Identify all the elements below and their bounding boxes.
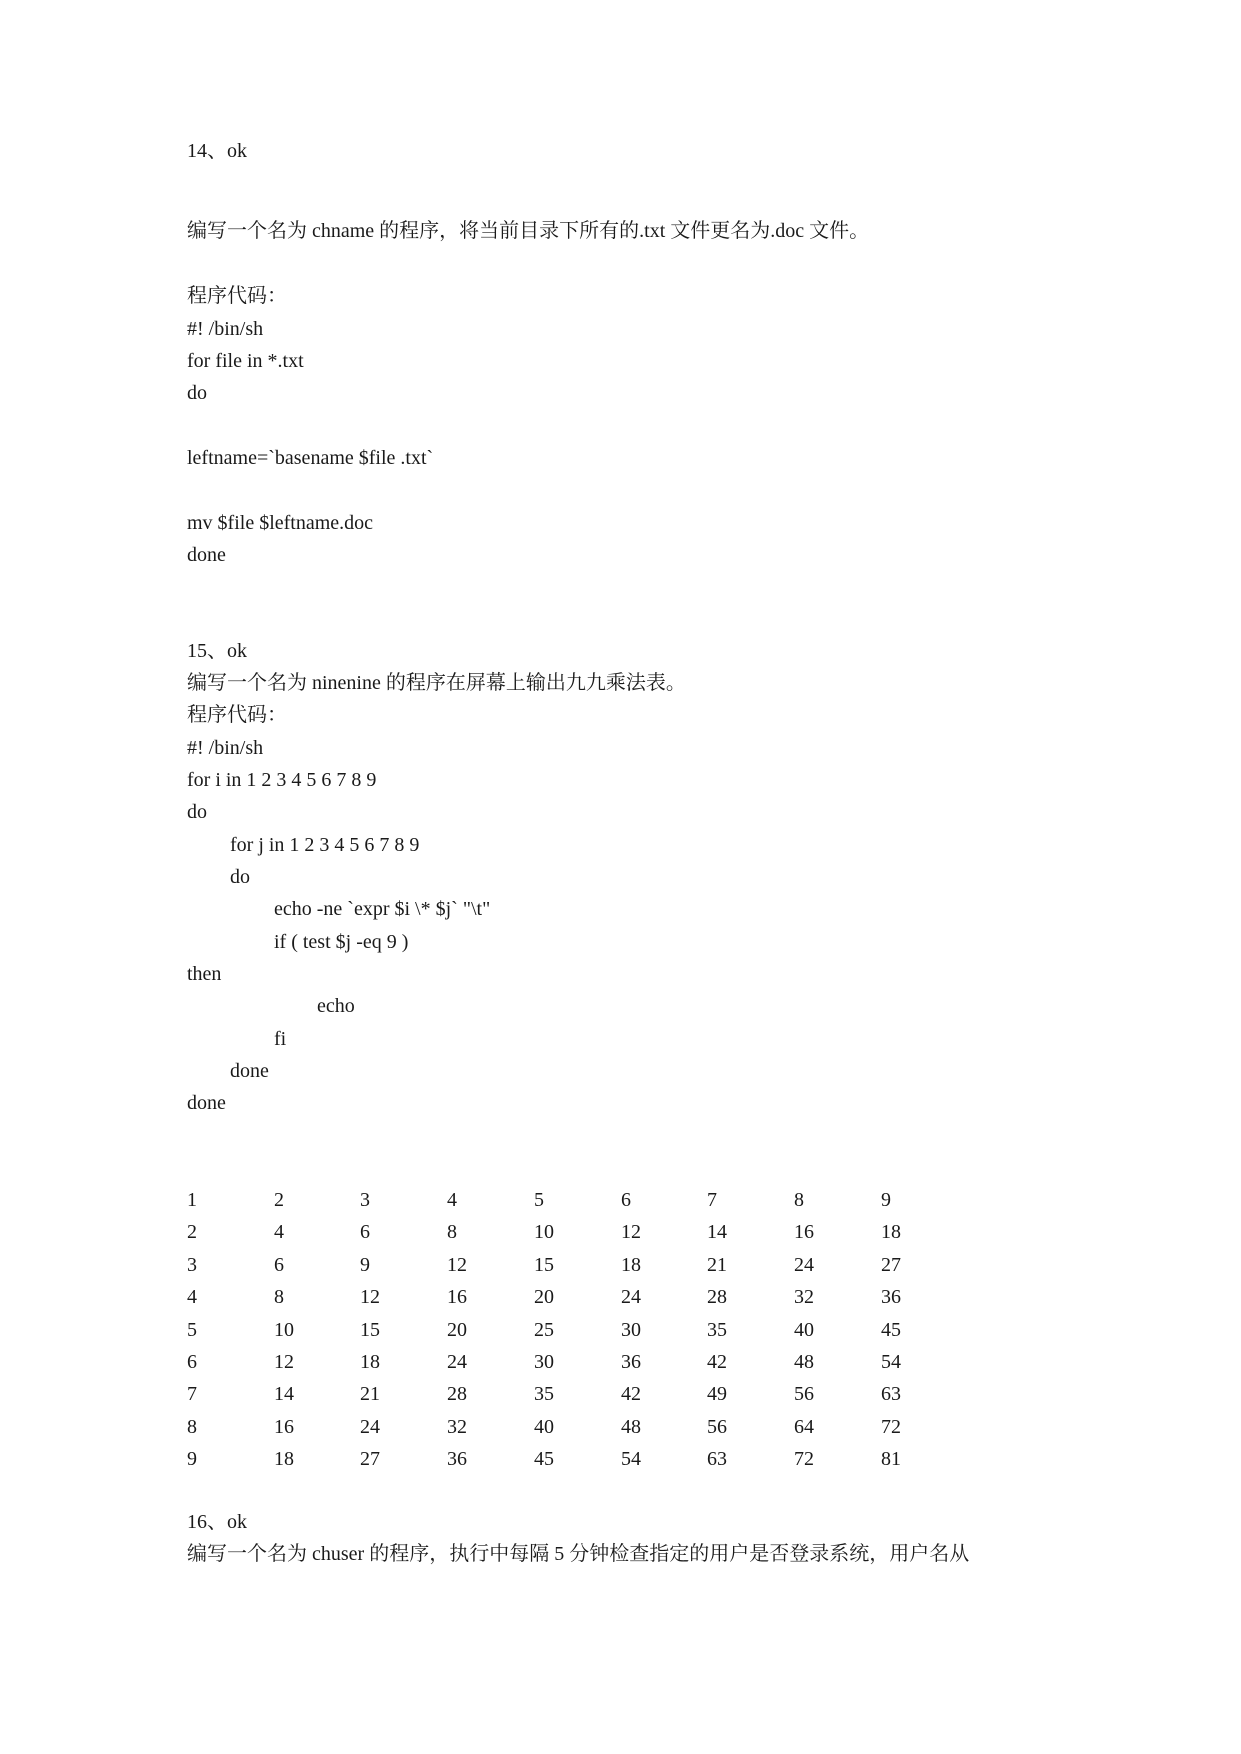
code-line: do xyxy=(187,382,207,404)
table-cell: 63 xyxy=(881,1383,901,1405)
table-cell: 72 xyxy=(881,1416,901,1438)
code-line: fi xyxy=(274,1028,287,1050)
table-cell: 18 xyxy=(360,1351,380,1373)
table-cell: 12 xyxy=(360,1286,380,1308)
table-cell: 32 xyxy=(794,1286,814,1308)
code-line: if ( test $j -eq 9 ) xyxy=(274,931,409,953)
table-cell: 63 xyxy=(707,1448,727,1470)
table-cell: 6 xyxy=(621,1189,631,1211)
table-cell: 40 xyxy=(534,1416,554,1438)
section-15-code-label: 程序代码： xyxy=(187,704,287,726)
table-cell: 18 xyxy=(274,1448,294,1470)
table-cell: 16 xyxy=(794,1221,814,1243)
code-line: then xyxy=(187,963,222,985)
table-cell: 30 xyxy=(534,1351,554,1373)
table-cell: 4 xyxy=(274,1221,284,1243)
code-line: echo xyxy=(317,995,355,1017)
code-line: #! /bin/sh xyxy=(187,318,264,340)
table-cell: 2 xyxy=(187,1221,197,1243)
section-15-prompt: 编写一个名为 ninenine 的程序在屏幕上输出九九乘法表。 xyxy=(187,672,686,694)
code-line: echo -ne `expr $i \* $j` "\t" xyxy=(274,898,491,920)
table-cell: 7 xyxy=(707,1189,717,1211)
table-cell: 9 xyxy=(881,1189,891,1211)
table-cell: 12 xyxy=(447,1254,467,1276)
code-line: done xyxy=(187,544,226,566)
table-cell: 40 xyxy=(794,1319,814,1341)
table-cell: 49 xyxy=(707,1383,727,1405)
code-line: do xyxy=(187,801,207,823)
section-14-heading: 14、ok xyxy=(187,140,247,162)
code-line: done xyxy=(187,1092,226,1114)
table-cell: 15 xyxy=(534,1254,554,1276)
code-line: #! /bin/sh xyxy=(187,737,264,759)
table-cell: 21 xyxy=(707,1254,727,1276)
table-cell: 35 xyxy=(707,1319,727,1341)
table-cell: 56 xyxy=(794,1383,814,1405)
table-cell: 9 xyxy=(187,1448,197,1470)
table-cell: 10 xyxy=(274,1319,294,1341)
table-cell: 42 xyxy=(707,1351,727,1373)
table-cell: 18 xyxy=(881,1221,901,1243)
table-cell: 2 xyxy=(274,1189,284,1211)
table-cell: 45 xyxy=(534,1448,554,1470)
table-cell: 45 xyxy=(881,1319,901,1341)
code-line: for file in *.txt xyxy=(187,350,304,372)
table-cell: 36 xyxy=(621,1351,641,1373)
table-cell: 36 xyxy=(881,1286,901,1308)
table-cell: 42 xyxy=(621,1383,641,1405)
table-cell: 8 xyxy=(274,1286,284,1308)
code-line: leftname=`basename $file .txt` xyxy=(187,447,434,469)
table-cell: 25 xyxy=(534,1319,554,1341)
table-cell: 8 xyxy=(187,1416,197,1438)
table-cell: 8 xyxy=(794,1189,804,1211)
table-cell: 8 xyxy=(447,1221,457,1243)
table-cell: 36 xyxy=(447,1448,467,1470)
table-cell: 3 xyxy=(187,1254,197,1276)
table-cell: 9 xyxy=(360,1254,370,1276)
table-cell: 12 xyxy=(621,1221,641,1243)
table-cell: 24 xyxy=(621,1286,641,1308)
table-cell: 24 xyxy=(360,1416,380,1438)
table-cell: 5 xyxy=(187,1319,197,1341)
code-line: done xyxy=(230,1060,269,1082)
code-line: for j in 1 2 3 4 5 6 7 8 9 xyxy=(230,834,420,856)
table-cell: 16 xyxy=(447,1286,467,1308)
table-cell: 6 xyxy=(360,1221,370,1243)
section-14-prompt: 编写一个名为 chname 的程序，将当前目录下所有的.txt 文件更名为.doc 文件。 xyxy=(187,220,870,242)
table-cell: 15 xyxy=(360,1319,380,1341)
table-cell: 10 xyxy=(534,1221,554,1243)
table-cell: 35 xyxy=(534,1383,554,1405)
table-cell: 27 xyxy=(881,1254,901,1276)
table-cell: 3 xyxy=(360,1189,370,1211)
table-cell: 12 xyxy=(274,1351,294,1373)
table-cell: 64 xyxy=(794,1416,814,1438)
table-cell: 20 xyxy=(447,1319,467,1341)
table-cell: 16 xyxy=(274,1416,294,1438)
table-cell: 54 xyxy=(881,1351,901,1373)
code-line: for i in 1 2 3 4 5 6 7 8 9 xyxy=(187,769,377,791)
table-cell: 14 xyxy=(707,1221,727,1243)
table-cell: 5 xyxy=(534,1189,544,1211)
table-cell: 4 xyxy=(187,1286,197,1308)
table-cell: 27 xyxy=(360,1448,380,1470)
table-cell: 14 xyxy=(274,1383,294,1405)
section-15-heading: 15、ok xyxy=(187,640,247,662)
table-cell: 21 xyxy=(360,1383,380,1405)
table-cell: 56 xyxy=(707,1416,727,1438)
code-line: mv $file $leftname.doc xyxy=(187,512,374,534)
table-cell: 72 xyxy=(794,1448,814,1470)
section-14-code-label: 程序代码： xyxy=(187,285,287,307)
section-16-prompt: 编写一个名为 chuser 的程序，执行中每隔 5 分钟检查指定的用户是否登录系统，用户名从 xyxy=(187,1543,970,1565)
table-cell: 24 xyxy=(447,1351,467,1373)
table-cell: 54 xyxy=(621,1448,641,1470)
table-cell: 48 xyxy=(621,1416,641,1438)
table-cell: 18 xyxy=(621,1254,641,1276)
table-cell: 7 xyxy=(187,1383,197,1405)
table-cell: 1 xyxy=(187,1189,197,1211)
table-cell: 81 xyxy=(881,1448,901,1470)
table-cell: 28 xyxy=(447,1383,467,1405)
table-cell: 6 xyxy=(187,1351,197,1373)
section-16-heading: 16、ok xyxy=(187,1511,247,1533)
code-line: do xyxy=(230,866,250,888)
table-cell: 30 xyxy=(621,1319,641,1341)
table-cell: 28 xyxy=(707,1286,727,1308)
table-cell: 4 xyxy=(447,1189,457,1211)
table-cell: 6 xyxy=(274,1254,284,1276)
table-cell: 24 xyxy=(794,1254,814,1276)
table-cell: 20 xyxy=(534,1286,554,1308)
table-cell: 32 xyxy=(447,1416,467,1438)
table-cell: 48 xyxy=(794,1351,814,1373)
